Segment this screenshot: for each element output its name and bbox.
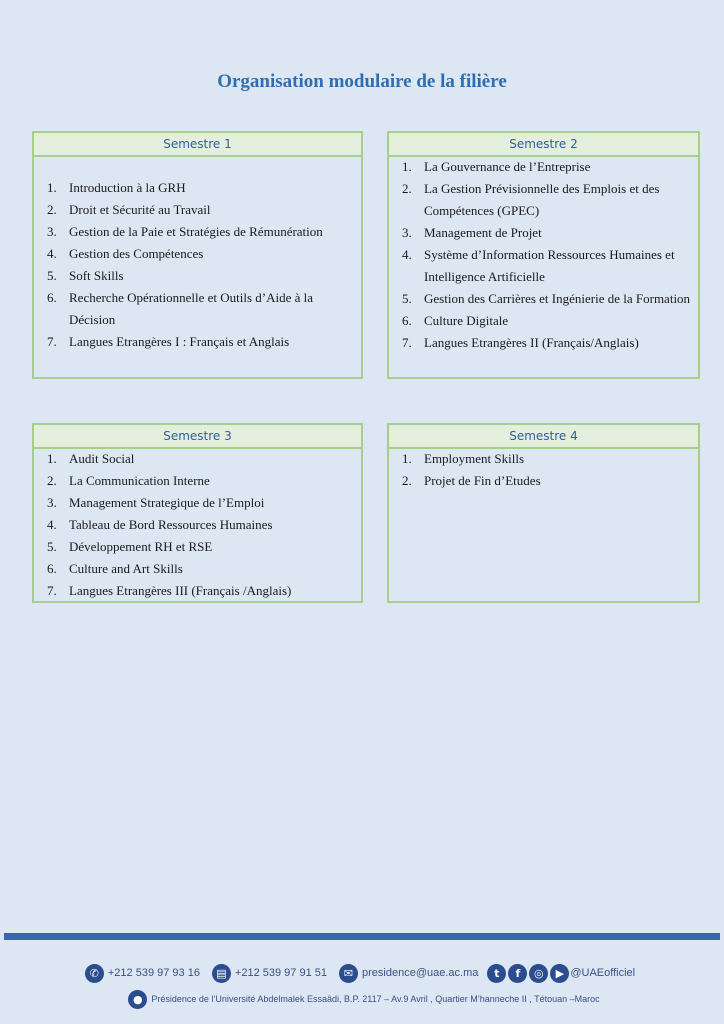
- module-number: [389, 222, 424, 244]
- footer-fax: +212 539 97 91 51: [234, 967, 327, 979]
- module-title: Gestion de la Paie et Stratégies de Rémunération: [69, 224, 323, 239]
- semester-heading: Semestre 4: [389, 425, 698, 449]
- module-item: [34, 265, 361, 287]
- page-title: Organisation modulaire de la filière: [217, 71, 507, 92]
- footer-email[interactable]: presidence@uae.ac.ma: [362, 967, 479, 979]
- module-number-text: 5.: [47, 539, 57, 554]
- module-number: [389, 244, 424, 288]
- module-item: [389, 310, 698, 332]
- module-list: [34, 177, 361, 353]
- module-title: Culture and Art Skills: [69, 561, 183, 576]
- semester-heading: Semestre 3: [34, 425, 361, 449]
- module-title: La Gestion Prévisionnelle des Emplois et des Compétences (GPEC): [424, 181, 660, 218]
- module-number-text: 7.: [47, 334, 57, 349]
- module-number: [389, 470, 424, 492]
- module-number-text: 2.: [402, 473, 412, 488]
- module-number-text: 1.: [47, 451, 57, 466]
- module-title: Système d’Information Ressources Humaines et Intelligence Artificielle: [424, 247, 675, 284]
- youtube-icon[interactable]: ▶: [550, 964, 569, 983]
- module-number-text: 1.: [402, 159, 412, 174]
- module-number: [389, 156, 424, 178]
- module-item: [34, 243, 361, 265]
- module-number: [34, 580, 69, 602]
- module-number-text: 4.: [47, 246, 57, 261]
- module-item: [34, 470, 361, 492]
- module-number-text: 3.: [47, 224, 57, 239]
- module-number-text: 1.: [47, 180, 57, 195]
- module-number: [389, 332, 424, 354]
- module-number: [34, 331, 69, 353]
- module-title: Langues Etrangères III (Français /Anglais): [69, 583, 292, 598]
- module-item: [34, 177, 361, 199]
- module-title: Développement RH et RSE: [69, 539, 213, 554]
- footer-address: Présidence de l’Université Abdelmalek Essaâdi, B.P. 2117 – Av.9 Avril , Quartier M’hanneche II , Tétouan –Maroc: [151, 994, 600, 1004]
- module-number-text: 6.: [47, 561, 57, 576]
- module-item: [389, 222, 698, 244]
- module-title: Langues Etrangères I : Français et Anglais: [69, 334, 290, 349]
- module-number: [34, 558, 69, 580]
- instagram-icon[interactable]: ◎: [529, 964, 548, 983]
- module-list: [34, 448, 361, 602]
- module-item: [34, 558, 361, 580]
- module-item: [34, 199, 361, 221]
- module-title: La Gouvernance de l’Entreprise: [424, 159, 591, 174]
- module-item: [389, 156, 698, 178]
- module-item: [389, 288, 698, 310]
- module-item: [34, 448, 361, 470]
- module-item: [389, 448, 698, 470]
- fax-icon: ▤: [212, 964, 231, 983]
- semester-2-box: [387, 131, 700, 379]
- module-number-text: 3.: [402, 225, 412, 240]
- module-title: Droit et Sécurité au Travail: [69, 202, 211, 217]
- module-item: [389, 470, 698, 492]
- module-item: [34, 514, 361, 536]
- footer-handle[interactable]: @UAEofficiel: [570, 967, 636, 979]
- module-number: [34, 243, 69, 265]
- module-number-text: 4.: [402, 247, 412, 262]
- module-number-text: 6.: [47, 290, 57, 305]
- module-list: [389, 156, 698, 354]
- semester-1-box: [32, 131, 363, 379]
- footer-contacts: [0, 960, 724, 986]
- module-item: [34, 331, 361, 353]
- module-number: [34, 448, 69, 470]
- module-number: [34, 199, 69, 221]
- module-title: Soft Skills: [69, 268, 124, 283]
- module-number-text: 1.: [402, 451, 412, 466]
- module-number: [34, 221, 69, 243]
- module-number-text: 5.: [47, 268, 57, 283]
- module-title: Gestion des Carrières et Ingénierie de la Formation: [424, 291, 691, 306]
- module-item: [34, 492, 361, 514]
- semester-4-box: [387, 423, 700, 603]
- module-item: [34, 580, 361, 602]
- module-item: [389, 332, 698, 354]
- module-number: [34, 492, 69, 514]
- module-title: Recherche Opérationnelle et Outils d’Aide à la Décision: [69, 290, 314, 327]
- module-number: [34, 265, 69, 287]
- module-number: [34, 287, 69, 331]
- module-number-text: 2.: [402, 181, 412, 196]
- module-number-text: 4.: [47, 517, 57, 532]
- module-list: [389, 448, 698, 492]
- footer-divider: [4, 933, 720, 940]
- module-number: [389, 288, 424, 310]
- module-number: [34, 536, 69, 558]
- module-item: [34, 221, 361, 243]
- phone-icon: ✆: [85, 964, 104, 983]
- module-number: [389, 310, 424, 332]
- module-item: [34, 536, 361, 558]
- module-title: Employment Skills: [424, 451, 525, 466]
- footer-phone: +212 539 97 93 16: [107, 967, 200, 979]
- facebook-icon[interactable]: f: [508, 964, 527, 983]
- module-title: Projet de Fin d’Etudes: [424, 473, 541, 488]
- module-item: [34, 287, 361, 331]
- module-title: Audit Social: [69, 451, 135, 466]
- module-number-text: 7.: [402, 335, 412, 350]
- module-number: [34, 470, 69, 492]
- module-title: La Communication Interne: [69, 473, 210, 488]
- email-icon[interactable]: ✉: [339, 964, 358, 983]
- module-number: [389, 178, 424, 222]
- module-title: Langues Etrangères II (Français/Anglais): [424, 335, 639, 350]
- module-number-text: 3.: [47, 495, 57, 510]
- module-number-text: 5.: [402, 291, 412, 306]
- module-number-text: 6.: [402, 313, 412, 328]
- module-item: [389, 244, 698, 288]
- module-title: Culture Digitale: [424, 313, 509, 328]
- module-title: Management Strategique de l’Emploi: [69, 495, 265, 510]
- module-number: [34, 514, 69, 536]
- twitter-icon[interactable]: t: [487, 964, 506, 983]
- module-title: Management de Projet: [424, 225, 542, 240]
- module-title: Introduction à la GRH: [69, 180, 186, 195]
- module-number-text: 7.: [47, 583, 57, 598]
- semester-heading: Semestre 2: [389, 133, 698, 157]
- footer-address-row: [0, 987, 724, 1011]
- module-number-text: 2.: [47, 473, 57, 488]
- module-title: Tableau de Bord Ressources Humaines: [69, 517, 273, 532]
- module-title: Gestion des Compétences: [69, 246, 204, 261]
- module-number-text: 2.: [47, 202, 57, 217]
- semester-heading: Semestre 1: [34, 133, 361, 157]
- location-icon: ●: [128, 990, 147, 1009]
- semester-3-box: [32, 423, 363, 603]
- module-number: [34, 177, 69, 199]
- module-item: [389, 178, 698, 222]
- module-number: [389, 448, 424, 470]
